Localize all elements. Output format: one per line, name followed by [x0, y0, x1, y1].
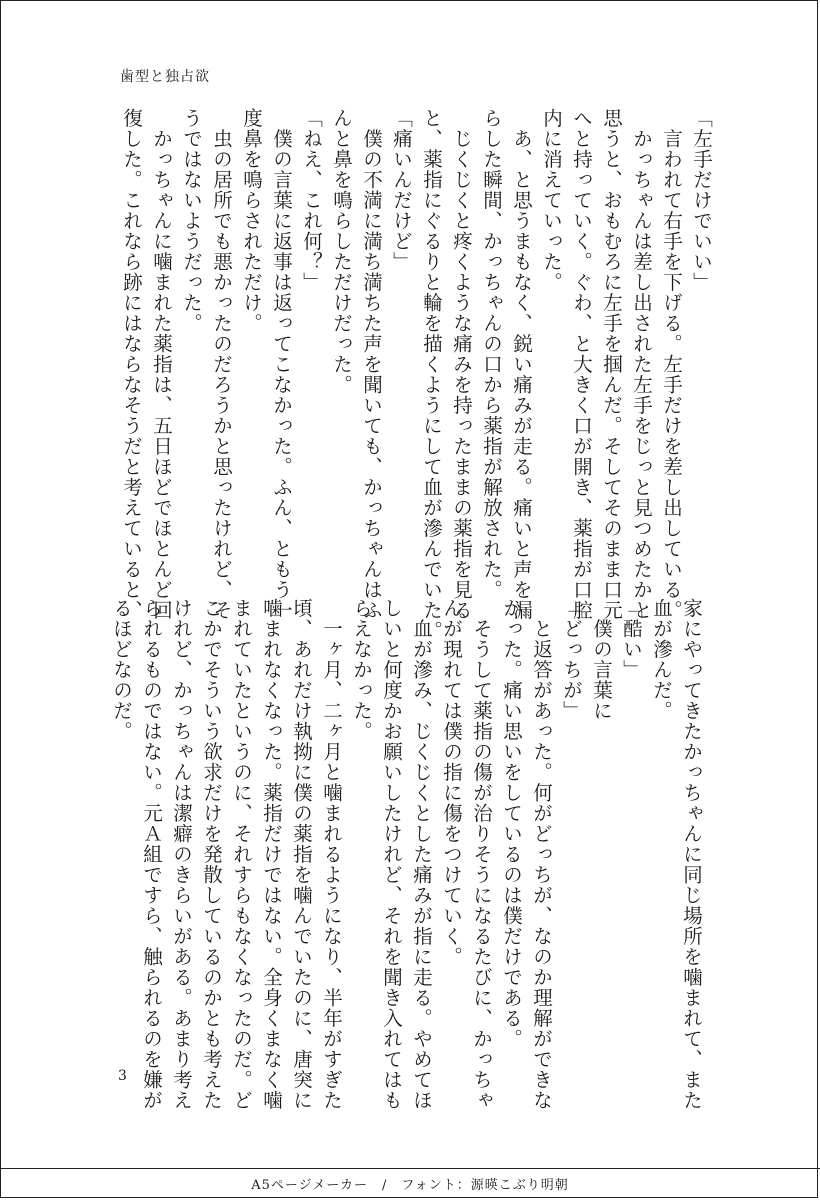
text-line: られるものではない。元Ａ組ですら、触られるのを嫌が [140, 598, 163, 1111]
text-line: けれど、かっちゃんは潔癖のきらいがある。あまり考え [170, 598, 193, 1111]
text-line: 血が滲み、じくじくとした痛みが指に走る。やめてほ [410, 598, 433, 1111]
text-line: そうして薬指の傷が治りそうになるたびに、かっちゃ [470, 598, 493, 1111]
text-line: 家にやってきたかっちゃんに同じ場所を噛まれて、また [680, 598, 703, 1111]
text-line: 「左手だけでいい」 [690, 108, 713, 293]
text-line: じくじくと疼くような痛みを持ったままの薬指を見る [450, 108, 473, 621]
text-line: うではないようだった。 [180, 108, 203, 334]
text-line: んが現れては僕の指に傷をつけていく。 [440, 598, 463, 967]
text-line: 虫の居所でも悪かったのだろうかと思ったけれど、そ [210, 108, 233, 621]
text-line: 噛まれなくなった。薬指だけではない。全身くまなく噛 [260, 598, 283, 1111]
text-line: しいと何度かお願いしたけれど、それを聞き入れてはも [380, 598, 403, 1111]
text-line: 頃、あれだけ執拗に僕の薬指を噛んでいたのに、唐突に [290, 598, 313, 1111]
text-line: 僕の言葉に [590, 598, 613, 721]
text-line: と返答があった。何がどっちが、なのか理解ができな [530, 598, 553, 1111]
text-line: 度鼻を鳴らされただけ。 [240, 108, 263, 334]
text-line: るほどなのだ。 [110, 598, 133, 742]
text-line: 復した。これなら跡にはならなそうだと考えていると、 [120, 108, 143, 621]
text-line: 「どっちが」 [560, 598, 583, 721]
page-number: 3 [118, 1068, 127, 1084]
text-line: 思うと、おもむろに左手を掴んだ。そしてそのまま口元 [600, 108, 623, 621]
text-line: らえなかった。 [350, 598, 373, 742]
text-line: と、薬指にぐるりと輪を描くようにして血が滲んでいた。 [420, 108, 443, 641]
text-line: 一ヶ月、二ヶ月と噛まれるようになり、半年がすぎた [320, 598, 343, 1111]
footer-credit: A5ページメーカー / フォント：源暎こぶり明朝 [251, 1178, 569, 1193]
text-line: 言われて右手を下げる。左手だけを差し出している。 [660, 108, 683, 621]
text-line: かった。痛い思いをしているのは僕だけである。 [500, 598, 523, 1049]
text-line: 「痛いんだけど」 [390, 108, 413, 272]
text-line: 僕の言葉に返事は返ってこなかった。ふん、ともう一 [270, 108, 293, 621]
text-line: こかでそういう欲求だけを発散しているのかとも考えた [200, 598, 223, 1111]
text-line: 僕の不満に満ち満ちた声を聞いても、かっちゃんはふ [360, 108, 383, 621]
text-line: かっちゃんは差し出された左手をじっと見つめたかと [630, 108, 653, 621]
text-line: かっちゃんに噛まれた薬指は、五日ほどでほとんど回 [150, 108, 173, 621]
text-line: あ、と思うまもなく、鋭い痛みが走る。痛いと声を漏 [510, 108, 533, 621]
text-line: 内に消えていった。 [540, 108, 563, 293]
footer-divider [0, 1168, 820, 1169]
text-line: 血が滲んだ。 [650, 598, 673, 721]
text-block-bottom [106, 598, 706, 1111]
running-title: 歯型と独占欲 [120, 69, 210, 85]
text-line: 「ねえ、これ何？」 [300, 108, 323, 293]
text-line: んと鼻を鳴らしただけだった。 [330, 108, 353, 395]
text-line: まれていたというのに、それすらもなくなったのだ。ど [230, 598, 253, 1111]
text-line: 「酷い」 [620, 598, 643, 680]
text-line: らした瞬間、かっちゃんの口から薬指が解放された。 [480, 108, 503, 600]
text-line: へと持っていく。ぐわ、と大きく口が開き、薬指が口腔 [570, 108, 593, 621]
